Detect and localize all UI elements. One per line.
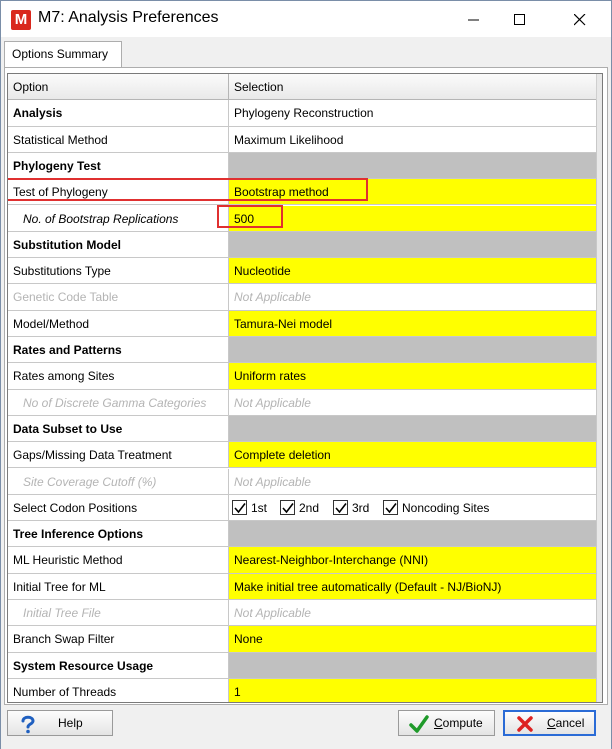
option-row-tree-inference-options[interactable]: [8, 521, 597, 547]
option-row-test-of-phylogeny[interactable]: [8, 179, 597, 205]
option-label: Branch Swap Filter: [8, 626, 229, 652]
option-label: Test of Phylogeny: [8, 179, 229, 205]
option-row-select-codon-positions[interactable]: [8, 495, 597, 521]
option-row-substitutions-type[interactable]: [8, 258, 597, 284]
close-icon: [574, 14, 586, 26]
checkbox-label: 1st: [251, 500, 268, 515]
option-row-no-of-bootstrap-replications[interactable]: [8, 206, 597, 232]
dialog-footer: [1, 705, 611, 749]
group-filler: [229, 653, 597, 679]
option-row-rates-and-patterns[interactable]: [8, 337, 597, 363]
help-button-label: Help: [58, 716, 83, 730]
option-row-rates-among-sites[interactable]: [8, 363, 597, 389]
selection-value: Maximum Likelihood: [229, 127, 597, 153]
option-label: Statistical Method: [8, 127, 229, 153]
option-label: Gaps/Missing Data Treatment: [8, 442, 229, 468]
cancel-button-label: Cancel: [547, 716, 585, 730]
checkbox-label: Noncoding Sites: [402, 500, 490, 515]
option-label: System Resource Usage: [8, 653, 229, 679]
checkbox[interactable]: [333, 500, 348, 515]
option-label: Rates among Sites: [8, 363, 229, 389]
option-label: Initial Tree File: [8, 600, 229, 626]
checkbox-label: 3rd: [352, 500, 370, 515]
option-label: Substitution Model: [8, 232, 229, 258]
selection-dropdown[interactable]: Tamura-Nei model: [229, 311, 597, 337]
checkmark-icon: [335, 502, 347, 514]
compute-button-label: Compute: [434, 716, 483, 730]
codon-positions-selector[interactable]: [229, 495, 597, 521]
option-row-ml-heuristic-method[interactable]: [8, 547, 597, 573]
option-label: Data Subset to Use: [8, 416, 229, 442]
selection-dropdown[interactable]: Uniform rates: [229, 363, 597, 389]
option-label: Rates and Patterns: [8, 337, 229, 363]
compute-button[interactable]: [398, 710, 495, 736]
selection-value: Not Applicable: [229, 390, 597, 416]
tab-strip: [1, 37, 611, 67]
option-row-branch-swap-filter[interactable]: [8, 626, 597, 652]
group-filler: [229, 521, 597, 547]
option-label: ML Heuristic Method: [8, 547, 229, 573]
option-row-number-of-threads[interactable]: [8, 679, 597, 703]
group-filler: [229, 232, 597, 258]
close-button[interactable]: [557, 1, 603, 37]
minimize-icon: [468, 14, 480, 26]
question-icon: [18, 714, 38, 734]
option-label: Number of Threads: [8, 679, 229, 703]
option-label: Model/Method: [8, 311, 229, 337]
option-row-model-method[interactable]: [8, 311, 597, 337]
maximize-icon: [514, 14, 526, 26]
selection-dropdown[interactable]: Nucleotide: [229, 258, 597, 284]
x-icon: [515, 714, 535, 734]
option-row-analysis[interactable]: [8, 100, 597, 126]
selection-value: Phylogeny Reconstruction: [229, 100, 597, 126]
minimize-button[interactable]: [451, 1, 497, 37]
option-row-initial-tree-for-ml[interactable]: [8, 574, 597, 600]
checkbox[interactable]: [383, 500, 398, 515]
option-row-no-of-discrete-gamma-categories[interactable]: [8, 390, 597, 416]
options-grid: [7, 73, 603, 703]
help-button[interactable]: [7, 710, 113, 736]
option-label: No. of Bootstrap Replications: [8, 206, 229, 232]
option-label: Tree Inference Options: [8, 521, 229, 547]
selection-value: Not Applicable: [229, 469, 597, 495]
selection-value: Not Applicable: [229, 284, 597, 310]
option-label: Substitutions Type: [8, 258, 229, 284]
option-row-genetic-code-table[interactable]: [8, 284, 597, 310]
option-label: Analysis: [8, 100, 229, 126]
selection-value: Not Applicable: [229, 600, 597, 626]
option-label: Phylogeny Test: [8, 153, 229, 179]
column-header-option[interactable]: Option: [8, 74, 229, 100]
option-label: Initial Tree for ML: [8, 574, 229, 600]
selection-dropdown[interactable]: Make initial tree automatically (Default - NJ/BioNJ): [229, 574, 597, 600]
cancel-button[interactable]: [503, 710, 596, 736]
tab-options-summary[interactable]: Options Summary: [4, 41, 122, 68]
option-row-substitution-model[interactable]: [8, 232, 597, 258]
option-row-initial-tree-file[interactable]: [8, 600, 597, 626]
checkmark-icon: [282, 502, 294, 514]
selection-dropdown[interactable]: Complete deletion: [229, 442, 597, 468]
option-row-data-subset-to-use[interactable]: [8, 416, 597, 442]
selection-dropdown[interactable]: None: [229, 626, 597, 652]
selection-dropdown[interactable]: Nearest-Neighbor-Interchange (NNI): [229, 547, 597, 573]
title-bar[interactable]: [1, 1, 611, 37]
group-filler: [229, 153, 597, 179]
maximize-button[interactable]: [497, 1, 543, 37]
option-row-statistical-method[interactable]: [8, 127, 597, 153]
grid-header-row: [8, 74, 597, 100]
option-row-phylogeny-test[interactable]: [8, 153, 597, 179]
selection-dropdown[interactable]: Bootstrap method: [229, 179, 597, 205]
checkmark-icon: [385, 502, 397, 514]
window-title: M7: Analysis Preferences: [38, 9, 219, 26]
option-label: Genetic Code Table: [8, 284, 229, 310]
checkmark-icon: [234, 502, 246, 514]
selection-dropdown[interactable]: 500: [229, 206, 597, 232]
option-row-system-resource-usage[interactable]: [8, 653, 597, 679]
checkmark-icon: [409, 714, 429, 734]
selection-dropdown[interactable]: 1: [229, 679, 597, 703]
option-label: No of Discrete Gamma Categories: [8, 390, 229, 416]
group-filler: [229, 416, 597, 442]
column-header-selection[interactable]: Selection: [229, 74, 597, 100]
checkbox[interactable]: [280, 500, 295, 515]
option-label: Select Codon Positions: [8, 495, 229, 521]
option-row-gaps-missing-data-treatment[interactable]: [8, 442, 597, 468]
option-row-site-coverage-cutoff[interactable]: [8, 469, 597, 495]
checkbox-label: 2nd: [299, 500, 320, 515]
mega-app-icon: M: [11, 10, 31, 30]
group-filler: [229, 337, 597, 363]
option-label: Site Coverage Cutoff (%): [8, 469, 229, 495]
checkbox[interactable]: [232, 500, 247, 515]
